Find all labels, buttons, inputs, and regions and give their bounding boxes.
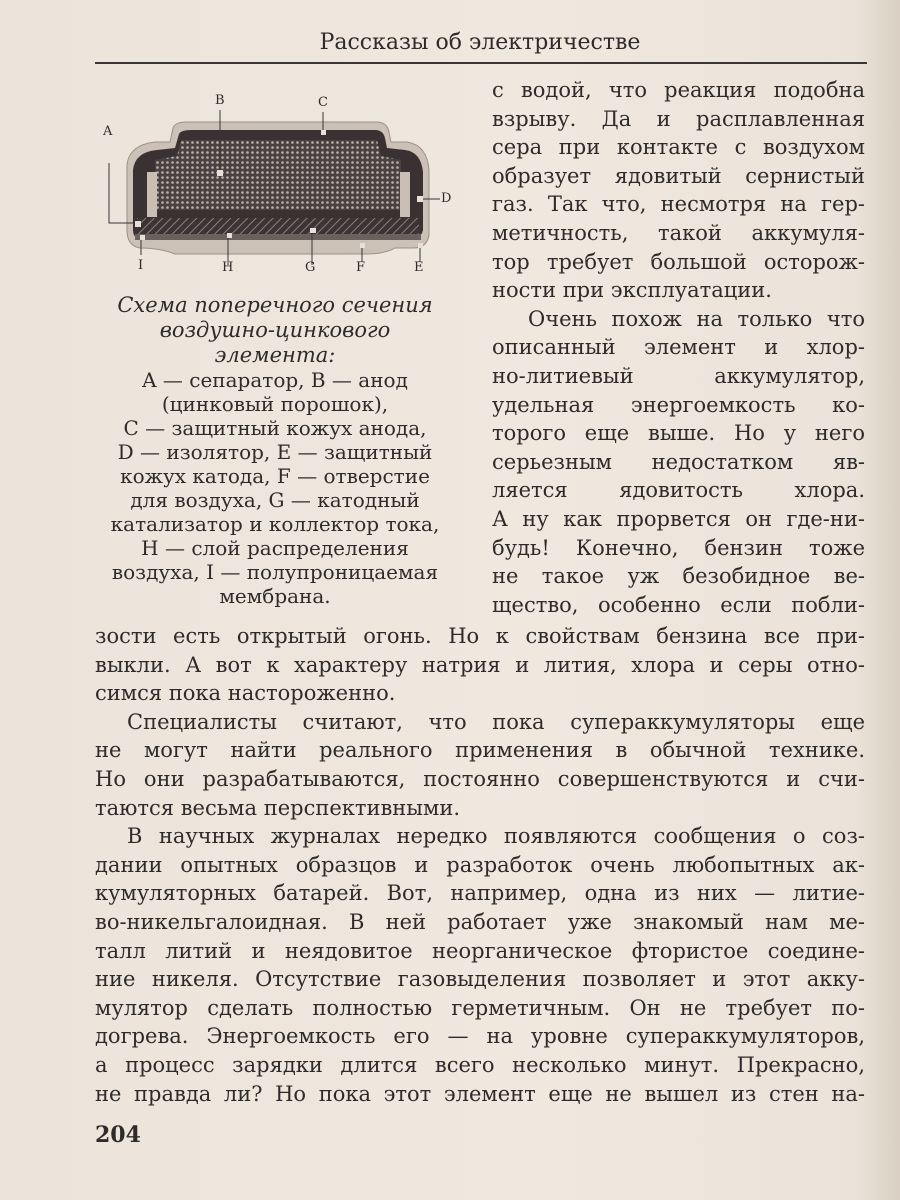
text-line: таются весьма перспективными. bbox=[95, 795, 461, 820]
text-line: газ. Так что, несмотря на гер- bbox=[492, 192, 865, 217]
label-b: B bbox=[215, 93, 225, 108]
text-line: мулятор сделать полностью герметичным. Он не требует по- bbox=[95, 995, 865, 1020]
text-line: а процесс зарядки длится всего несколько минут. Прекрасно, bbox=[95, 1052, 865, 1077]
text-line: во-никельгалоидная. В ней работает уже знакомый нам ме- bbox=[95, 909, 865, 934]
caption-line: H — слой распределения bbox=[141, 536, 409, 560]
text-line: с водой, что реакция подобна bbox=[492, 78, 865, 102]
caption-line: мембрана. bbox=[219, 584, 331, 608]
figure-caption bbox=[100, 293, 450, 608]
text-line: зости есть открытый огонь. Но к свойствам бензина все при- bbox=[95, 624, 865, 648]
text-line: Специалисты считают, что пока супераккумуляторы еще bbox=[127, 709, 865, 734]
label-c: C bbox=[318, 95, 328, 110]
main-text bbox=[95, 622, 865, 1108]
header-rule bbox=[95, 62, 867, 64]
text-line: ляется ядовитость хлора. bbox=[492, 478, 865, 503]
text-line: будь! Конечно, бензин тоже bbox=[492, 535, 865, 560]
text-line: сера при контакте с воздухом bbox=[492, 135, 865, 160]
caption-line: C — защитный кожух анода, bbox=[123, 416, 427, 440]
text-line: щество, особенно если побли- bbox=[492, 592, 865, 617]
text-line: торого еще выше. Но у него bbox=[492, 421, 865, 446]
page-number: 204 bbox=[95, 1122, 141, 1148]
text-line: не такое уж безобидное ве- bbox=[492, 564, 865, 589]
label-d: D bbox=[441, 191, 452, 206]
caption-title-line: Схема поперечного сечения bbox=[117, 293, 433, 317]
text-line: тор требует большой осторож- bbox=[492, 249, 865, 274]
label-a: A bbox=[103, 124, 113, 139]
text-line: не могут найти реального применения в обычной технике. bbox=[95, 738, 865, 763]
text-line: серьезным недостатком яв- bbox=[492, 449, 865, 474]
text-line: ние никеля. Отсутствие газовыделения позволяет и этот акку- bbox=[95, 967, 865, 992]
caption-title-line: воздушно-цинкового bbox=[159, 318, 391, 342]
text-line: догрева. Энергоемкость его — на уровне супераккумуляторов, bbox=[95, 1024, 865, 1049]
caption-line: катализатор и коллектор тока, bbox=[110, 512, 440, 536]
caption-line: кожух катода, F — отверстие bbox=[120, 464, 430, 488]
text-line: ности при эксплуатации. bbox=[492, 278, 772, 303]
right-column-text bbox=[492, 76, 865, 619]
text-line: А ну как прорвется он где-ни- bbox=[492, 506, 865, 531]
text-line: Но они разрабатываются, постоянно совершенствуются и счи- bbox=[95, 766, 865, 791]
label-e: E bbox=[414, 260, 424, 275]
caption-line: A — сепаратор, B — анод bbox=[142, 368, 408, 392]
label-g: G bbox=[305, 260, 316, 275]
caption-line: воздуха, I — полупроницаемая bbox=[111, 560, 439, 584]
text-line: талл литий и неядовитое неорганическое фтористое соедине- bbox=[95, 938, 865, 963]
text-line: симся пока настороженно. bbox=[95, 681, 396, 706]
text-line: Очень похож на только что bbox=[528, 306, 865, 331]
cross-section-illustration bbox=[95, 90, 455, 275]
running-header: Рассказы об электричестве bbox=[319, 30, 641, 55]
text-line: метичность, такой аккумуля- bbox=[492, 220, 865, 245]
text-line: удельная энергоемкость ко- bbox=[492, 392, 865, 417]
label-h: H bbox=[222, 260, 234, 275]
label-i: I bbox=[138, 258, 144, 273]
text-line: не правда ли? Но пока этот элемент еще не вышел из стен на- bbox=[95, 1081, 865, 1106]
zinc-air-cell-diagram bbox=[95, 90, 455, 275]
text-line: выкли. А вот к характеру натрия и лития, хлора и серы отно- bbox=[95, 652, 865, 677]
text-line: В научных журналах нередко появляются сообщения о соз- bbox=[127, 824, 865, 849]
text-line: дании опытных образцов и разработок очень любопытных ак- bbox=[95, 852, 865, 877]
text-line: кумуляторных батарей. Вот, например, одна из них — литие- bbox=[95, 881, 865, 906]
text-line: взрыву. Да и расплавленная bbox=[492, 106, 865, 131]
caption-title-line: элемента: bbox=[214, 343, 336, 367]
text-line: образует ядовитый сернистый bbox=[492, 163, 865, 188]
text-line: описанный элемент и хлор- bbox=[492, 335, 865, 360]
label-f: F bbox=[356, 260, 366, 275]
caption-line: для воздуха, G — катодный bbox=[130, 488, 420, 512]
text-line: но-литиевый аккумулятор, bbox=[492, 363, 865, 388]
caption-line: (цинковый порошок), bbox=[161, 392, 389, 416]
caption-line: D — изолятор, E — защитный bbox=[117, 440, 433, 464]
